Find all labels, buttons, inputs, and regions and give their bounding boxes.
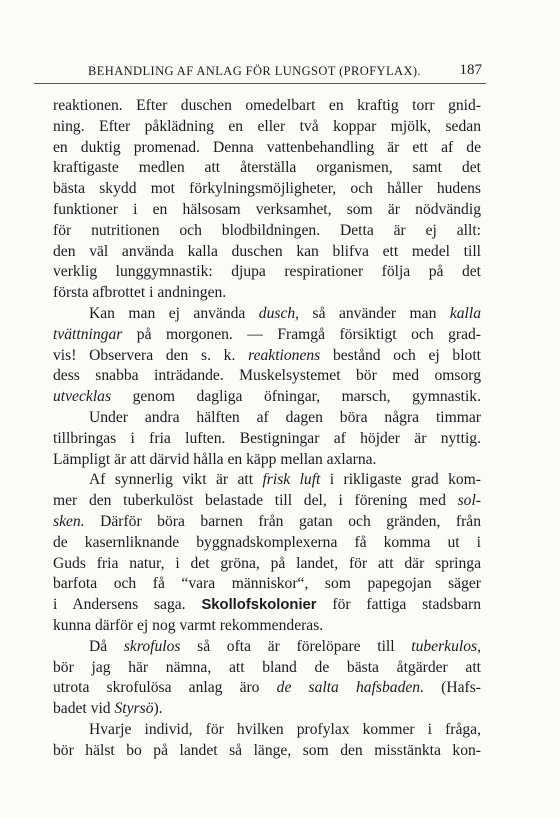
emphasis-run: sken.	[53, 512, 85, 530]
text-run: Under andra hälften af dagen böra några timmar	[89, 408, 481, 426]
text-line	[53, 720, 481, 741]
text-run: de kasernliknande byggnadskomplexerna få komma ut i	[53, 533, 481, 551]
header-rule	[34, 83, 486, 84]
text-run: på morgonen. — Framgå försiktigt och grad-	[122, 325, 481, 343]
text-run: badet vid	[53, 700, 115, 718]
text-run: utrota skrofulösa anlag äro	[53, 679, 277, 697]
text-line	[53, 616, 481, 637]
text-run: Kan man ej använda	[89, 304, 259, 322]
text-run: mer den tuberkulöst belastade till del, i förening med	[53, 492, 458, 510]
text-run: (Hafs-	[424, 679, 481, 697]
text-line	[53, 304, 481, 325]
text-run: verklig lunggymnastik: djupa respirationer följa på det	[53, 263, 481, 281]
text-line	[53, 658, 481, 679]
text-line	[53, 637, 481, 658]
emphasis-run: skrofulos	[123, 637, 181, 655]
text-run: så använder man	[299, 304, 450, 322]
text-line	[53, 221, 481, 242]
emphasis-run: Styrsö	[114, 700, 154, 718]
text-line	[53, 96, 481, 117]
text-run: barfota och få “vara människor“, som papegojan säger	[53, 575, 481, 593]
emphasis-run: utvecklas	[53, 388, 112, 406]
body-text	[53, 96, 481, 762]
emphasis-run: de salta hafsbaden.	[276, 679, 424, 697]
text-run: funktioner i en hälsosam verksamhet, som är nödvändig	[53, 200, 481, 218]
emphasis-run: kalla	[449, 304, 481, 322]
emphasis-run: tuberkulos,	[411, 637, 481, 655]
text-run: bästa skydd mot förkylningsmöjligheter, och håller hudens	[53, 180, 481, 198]
text-line	[53, 138, 481, 159]
text-run: ).	[153, 700, 163, 718]
text-run: Då	[89, 637, 124, 655]
text-run: Guds fria natur, i det gröna, på landet, för att där springa	[53, 554, 481, 572]
text-line	[53, 283, 481, 304]
text-line	[53, 117, 481, 138]
emphasis-run: tvättningar	[53, 325, 123, 343]
text-run: så ofta är förelöpare till	[180, 637, 412, 655]
text-run: dess snabba inträdande. Muskelsystemet bör med omsorg	[53, 367, 481, 385]
text-run: första afbrottet i andningen.	[53, 284, 227, 302]
text-run: i rikligaste grad kom-	[320, 471, 481, 489]
running-title: BEHANDLING AF ANLAG FÖR LUNGSOT (PROFYLAX).	[88, 64, 421, 78]
text-run: den väl använda kalla duschen kan blifva ett medel till	[53, 242, 481, 260]
emphasis-run: reaktionens	[248, 346, 321, 364]
text-line	[53, 242, 481, 263]
text-run: Lämpligt är att därvid hålla en käpp mellan axlarna.	[53, 450, 377, 468]
running-head	[88, 62, 484, 82]
text-run: en duktig promenad. Denna vattenbehandling är ett af de	[53, 138, 481, 156]
emphasis-run: frisk luft	[262, 471, 321, 489]
text-line	[53, 512, 481, 533]
text-line	[53, 741, 481, 762]
text-line	[53, 346, 481, 367]
text-run: kraftigaste medlen att återställa organismen, samt det	[53, 159, 481, 177]
text-run: genom dagliga öfningar, marsch, gymnastik.	[111, 388, 481, 406]
text-run: Därför böra barnen från gatan och gränden, från	[84, 512, 481, 530]
text-line	[53, 491, 481, 512]
text-line	[53, 158, 481, 179]
text-run: reaktionen. Efter duschen omedelbart en kraftig torr gnid-	[53, 97, 481, 114]
text-line	[53, 470, 481, 491]
text-run: bör jag här nämna, att bland de bästa åtgärder att	[53, 658, 481, 676]
text-line	[53, 366, 481, 387]
text-run: bör hälst bo på landet så länge, som den misstänkta kon-	[53, 741, 481, 759]
text-run: för nutritionen och blodbildningen. Detta är ej allt:	[53, 221, 481, 239]
text-line	[53, 179, 481, 200]
text-run: kunna därför ej nog varmt rekommenderas.	[53, 616, 324, 634]
text-run: Af synnerlig vikt är att	[89, 471, 263, 489]
text-line	[53, 200, 481, 221]
text-line	[53, 574, 481, 595]
text-line	[53, 325, 481, 346]
text-run: Hvarje individ, för hvilken profylax kommer i fråga,	[89, 720, 481, 738]
emphasis-run: dusch,	[258, 304, 300, 322]
text-line	[53, 450, 481, 471]
text-run: tillbringas i fria luften. Bestigningar af höjder är nyttig.	[53, 429, 481, 447]
text-run: vis! Observera den s. k.	[53, 346, 249, 364]
text-line	[53, 595, 481, 616]
text-run: i Andersens saga.	[53, 596, 202, 614]
emphasis-run: sol-	[457, 492, 481, 510]
text-line	[53, 554, 481, 575]
text-run: för fattiga stadsbarn	[316, 596, 481, 614]
text-line	[53, 262, 481, 283]
text-run: bestånd och ej blott	[320, 346, 481, 364]
text-line	[53, 533, 481, 554]
text-line	[53, 429, 481, 450]
text-line	[53, 678, 481, 699]
page-number: 187	[459, 62, 482, 78]
text-run: ning. Efter påklädning en eller två koppar mjölk, sedan	[53, 117, 481, 135]
text-line	[53, 408, 481, 429]
bold-run: Skollofskolonier	[201, 597, 317, 614]
text-line	[53, 387, 481, 408]
text-line	[53, 699, 481, 720]
